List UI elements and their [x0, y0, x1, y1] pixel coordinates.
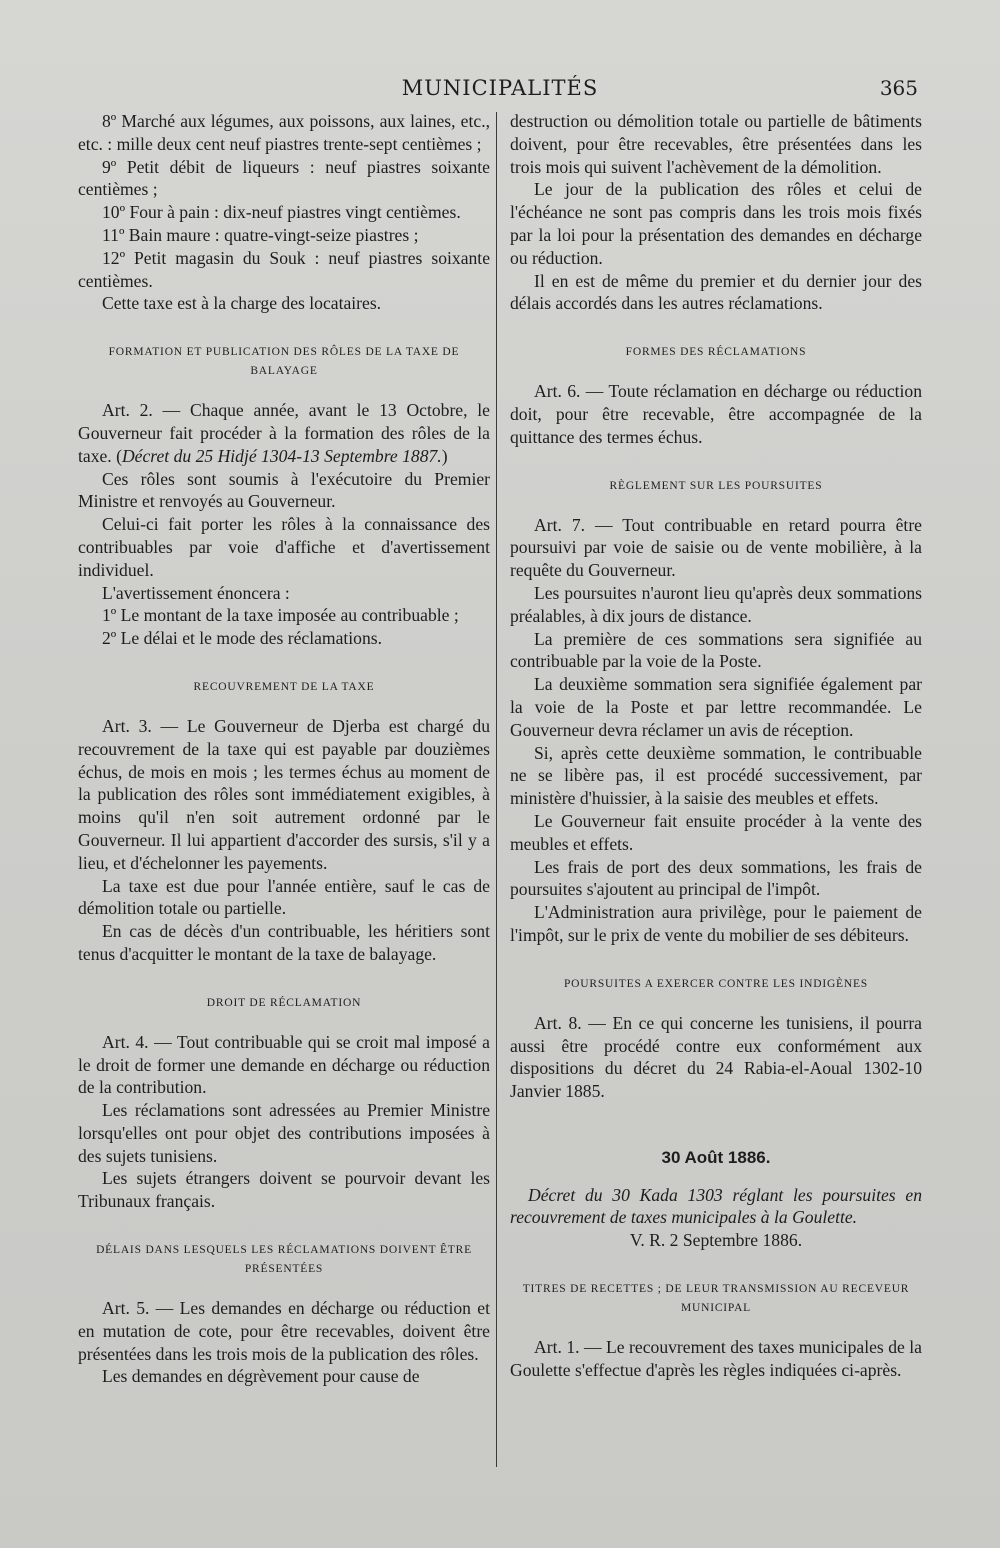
article-2-close: ) [441, 445, 448, 466]
article-5: Art. 5. — Les demandes en décharge ou réduction et en mutation de cote, pour être recevables, doivent être présentées dans les trois mois de la publication des rôles. [78, 1298, 490, 1364]
section-heading: FORMES DES RÉCLAMATIONS [625, 346, 807, 359]
article-2 [78, 399, 490, 467]
article-7: Art. 7. — Tout contribuable en retard pourra être poursuivi par voie de saisie ou de vente mobilière, à la requête du Gouverneur. [510, 514, 922, 581]
paragraph: Les réclamations sont adressées au Premier Ministre lorsqu'elles ont pour objet des contributions imposées à des sujets tunisiens. [78, 1100, 490, 1166]
page-number: 365 [879, 76, 918, 100]
article-2-text: Art. 2. — Chaque année, avant le 13 Octobre, le Gouverneur fait procéder à la formation des rôles de la taxe. ( [78, 400, 490, 466]
paragraph: 2º Le délai et le mode des réclamations. [102, 628, 383, 649]
right-column [510, 110, 922, 1382]
paragraph: La taxe est due pour l'année entière, sauf le cas de démolition totale ou partielle. [78, 875, 490, 919]
article-2-reference: Décret du 25 Hidjé 1304-13 Septembre 1887. [121, 445, 442, 466]
paragraph: L'Administration aura privilège, pour le paiement de l'impôt, sur le prix de vente du mobilier de ses débiteurs. [510, 902, 922, 945]
section-heading: RÈGLEMENT SUR LES POURSUITES [609, 479, 823, 492]
list-item-11: 11º Bain maure : quatre-vingt-seize piastres ; [102, 224, 419, 245]
column-divider [496, 112, 497, 1467]
article-6: Art. 6. — Toute réclamation en décharge ou réduction doit, pour être recevable, être accompagnée de la quittance des termes échus. [510, 381, 922, 447]
running-title: MUNICIPALITÉS [401, 76, 599, 100]
section-heading: DÉLAIS DANS LESQUELS LES RÉCLAMATIONS DOIVENT ÊTRE PRÉSENTÉES [96, 1244, 472, 1276]
list-item-12: 12º Petit magasin du Souk : neuf piastres soixante centièmes. [78, 247, 490, 291]
paragraph: L'avertissement énoncera : [102, 582, 290, 603]
article-4: Art. 4. — Tout contribuable qui se croit mal imposé a le droit de former une demande en décharge ou réduction de la contribution. [78, 1031, 490, 1098]
section-heading: RECOUVREMENT DE LA TAXE [193, 680, 375, 693]
paragraph: Ces rôles sont soumis à l'exécutoire du Premier Ministre et renvoyés au Gouverneur. [78, 468, 490, 512]
paragraph: Les sujets étrangers doivent se pourvoir devant les Tribunaux français. [78, 1168, 490, 1212]
article-8: Art. 8. — En ce qui concerne les tunisiens, il pourra aussi être procédé contre eux conformément aux dispositions du décret du 24 Rabia-el-Aoual 1302-10 Janvier 1885. [510, 1012, 922, 1102]
article-3: Art. 3. — Le Gouverneur de Djerba est chargé du recouvrement de la taxe qui est payable par douzièmes échus, de mois en mois ; les termes échus au moment de la publication des rôles sont immédiatement exigibles, à moins qu'il n'en soit autrement ordonné par le Gouverneur. Il lui appartient d'accorder des sursis, s'il y a lieu, et d'échelonner les payements. [78, 715, 490, 873]
section-heading: POURSUITES A EXERCER CONTRE LES INDIGÈNES [563, 977, 869, 990]
paragraph: destruction ou démolition totale ou partielle de bâtiments doivent, pour être recevables, être présentées dans les trois mois qui suivent l'achèvement de la démolition. [510, 111, 922, 177]
paragraph: Le jour de la publication des rôles et celui de l'échéance ne sont pas compris dans les trois mois fixés par la loi pour la présentation des demandes en décharge ou réduction. [510, 179, 922, 268]
paragraph: Les demandes en dégrèvement pour cause de [102, 1366, 420, 1387]
section-heading: TITRES DE RECETTES ; DE LEUR TRANSMISSION AU RECEVEUR MUNICIPAL [522, 1283, 910, 1315]
section-heading: FORMATION ET PUBLICATION DES RÔLES DE LA TAXE DE BALAYAGE [108, 346, 460, 378]
paragraph: Le Gouverneur fait ensuite procéder à la vente des meubles et effets. [510, 810, 922, 854]
paragraph: Les frais de port des deux sommations, les frais de poursuites s'ajoutent au principal de l'impôt. [510, 856, 922, 900]
article-1: Art. 1. — Le recouvrement des taxes municipales de la Goulette s'effectue d'après les règles indiquées ci-après. [510, 1337, 922, 1380]
decree-vr: V. R. 2 Septembre 1886. [629, 1230, 803, 1251]
section-heading: DROIT DE RÉCLAMATION [206, 996, 362, 1009]
decree-date: 30 Août 1886. [661, 1147, 771, 1167]
list-item-8: 8º Marché aux légumes, aux poissons, aux laines, etc., etc. : mille deux cent neuf piastres trente-sept centièmes ; [78, 111, 490, 154]
paragraph: 1º Le montant de la taxe imposée au contribuable ; [102, 605, 459, 626]
paragraph: La deuxième sommation sera signifiée également par la voie de la Poste et par lettre recommandée. Le Gouverneur devra réclamer un avis de réception. [510, 674, 922, 740]
list-item-10: 10º Four à pain : dix-neuf piastres vingt centièmes. [102, 202, 461, 223]
decree-title: Décret du 30 Kada 1303 réglant les poursuites en recouvrement de taxes municipales à la Goulette. [510, 1184, 922, 1228]
paragraph: Celui-ci fait porter les rôles à la connaissance des contribuables par voie d'affiche et d'avertissement individuel. [78, 514, 490, 580]
paragraph: Cette taxe est à la charge des locataires. [102, 293, 382, 314]
page-header [0, 76, 1000, 106]
left-column [78, 110, 490, 1388]
paragraph: En cas de décès d'un contribuable, les héritiers sont tenus d'acquitter le montant de la taxe de balayage. [78, 921, 490, 964]
paragraph: Il en est de même du premier et du dernier jour des délais accordés dans les autres réclamations. [510, 270, 922, 314]
paragraph: La première de ces sommations sera signifiée au contribuable par la voie de la Poste. [510, 628, 922, 672]
list-item-9: 9º Petit débit de liqueurs : neuf piastres soixante centièmes ; [78, 156, 490, 200]
paragraph: Si, après cette deuxième sommation, le contribuable ne se libère pas, il est procédé successivement, par ministère d'huissier, à la saisie des meubles et effets. [510, 742, 922, 809]
paragraph: Les poursuites n'auront lieu qu'après deux sommations préalables, à dix jours de distance. [510, 582, 922, 626]
